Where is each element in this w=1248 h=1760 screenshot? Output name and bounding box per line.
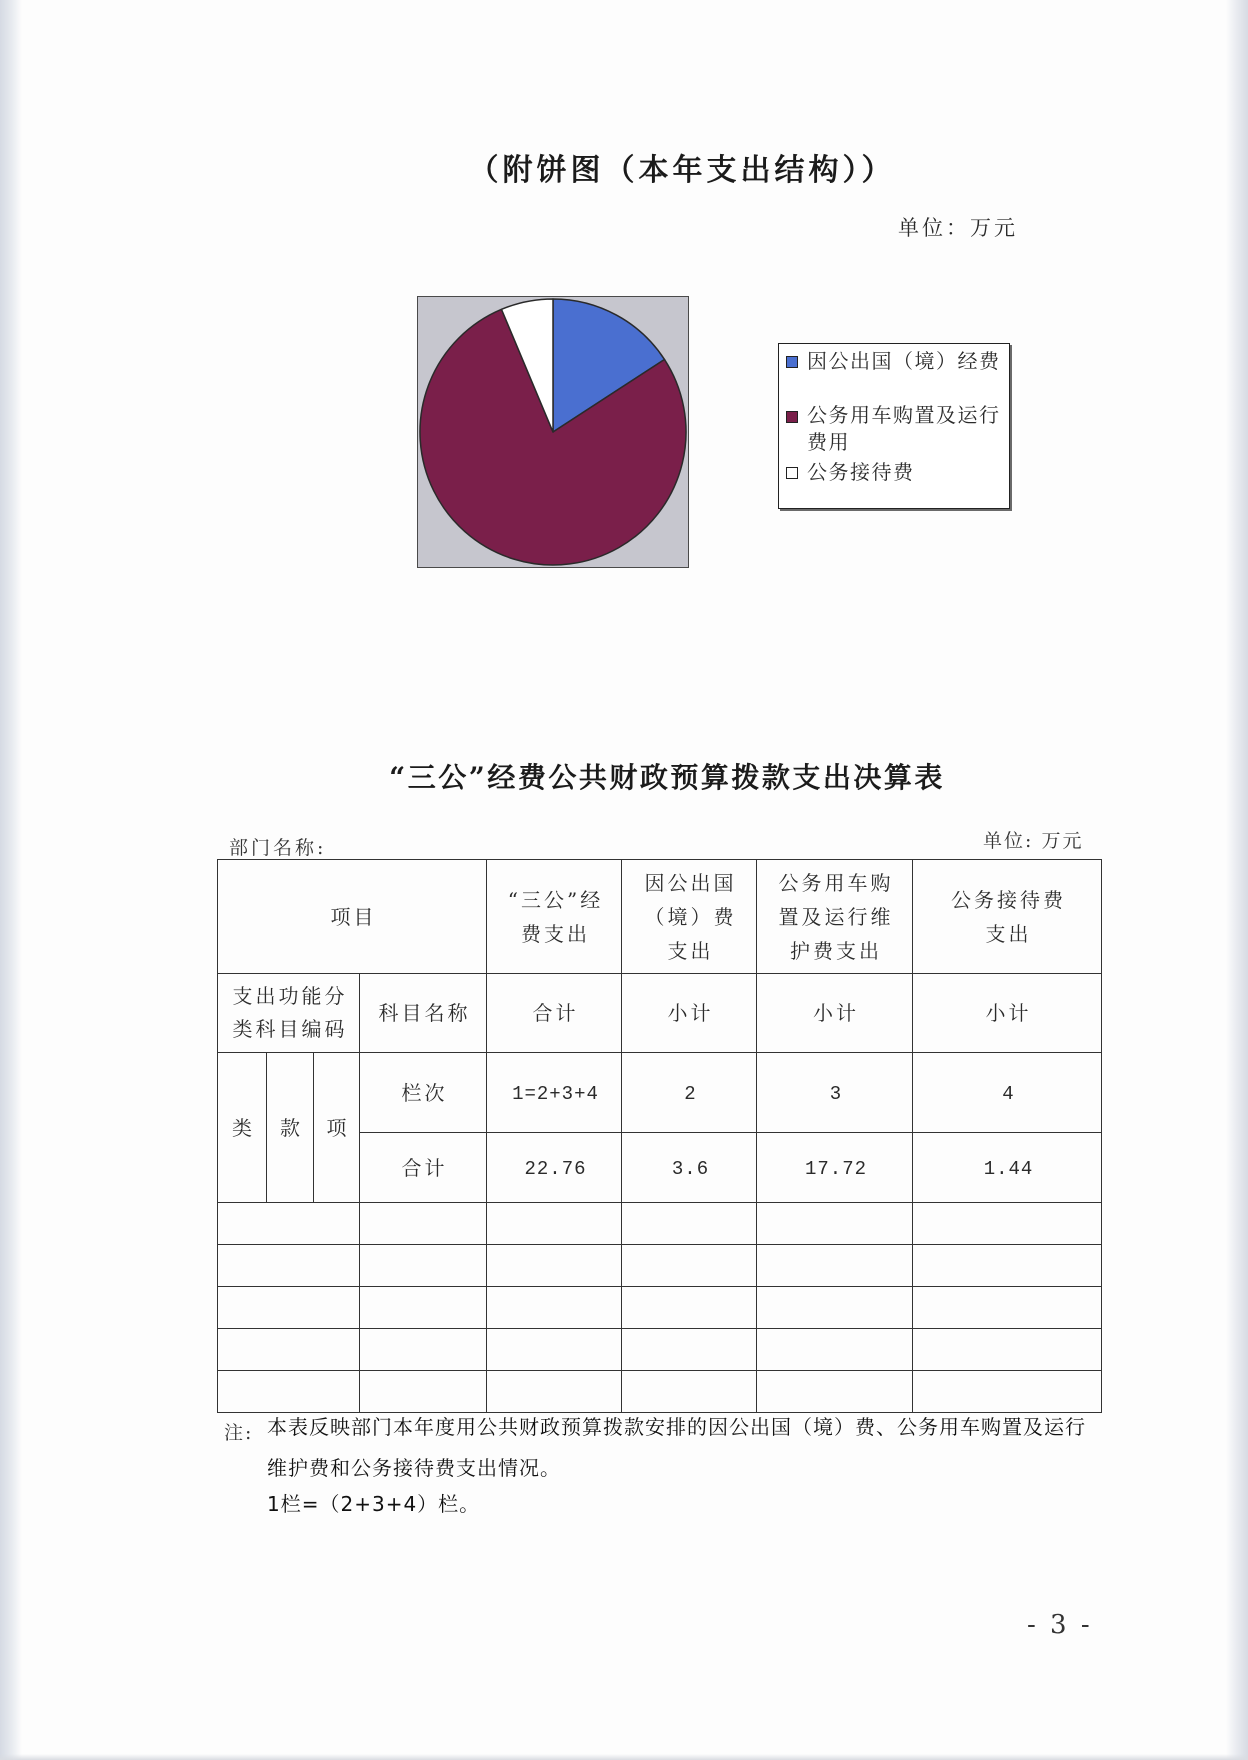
table-cell-row-label: [360, 1053, 487, 1133]
table-cell: [757, 1053, 913, 1133]
table-cell-empty: [218, 1287, 360, 1329]
legend-label-official-reception: 公务接待费: [807, 460, 915, 484]
index-row-label: 栏次: [401, 1080, 448, 1105]
subheader-label: 合计: [532, 1001, 579, 1025]
table-row-empty: [218, 1371, 1102, 1413]
table-cell-empty: [757, 1203, 913, 1245]
note-label: 注:: [224, 1422, 254, 1444]
subheader-cell-total: [487, 974, 622, 1053]
table-cell-empty: [487, 1287, 622, 1329]
subheader-label: 小计: [667, 1001, 714, 1025]
legend-swatch-overseas-travel: [786, 356, 798, 368]
header-item-label: 项目: [330, 904, 377, 929]
table-cell-empty: [360, 1329, 487, 1371]
header-line: 公务用车购: [778, 870, 894, 895]
header-line: 费支出: [521, 921, 590, 946]
index-value: 3: [829, 1082, 843, 1105]
table-row-empty: [218, 1203, 1102, 1245]
table-cell-empty: [622, 1287, 757, 1329]
table-row-empty: [218, 1329, 1102, 1371]
table-cell-empty: [622, 1329, 757, 1371]
code-part-label: 款: [280, 1115, 303, 1140]
header-cell-three-public-total: [487, 860, 622, 974]
budget-table: [217, 859, 1102, 1413]
table-cell: [487, 1133, 622, 1203]
header-cell-item: [218, 860, 487, 974]
subheader-cell-name: [360, 974, 487, 1053]
table-cell-empty: [913, 1287, 1102, 1329]
table-cell: [913, 1053, 1102, 1133]
total-value-official-vehicle: 17.72: [804, 1157, 867, 1180]
table-cell-empty: [218, 1329, 360, 1371]
scan-edge-left: [0, 0, 22, 1760]
header-line: 支出: [667, 938, 714, 963]
code-part-label: 类: [232, 1115, 255, 1140]
table-cell-empty: [218, 1245, 360, 1287]
header-cell-overseas-travel: [622, 860, 757, 974]
table-cell: [757, 1133, 913, 1203]
table-cell-empty: [757, 1329, 913, 1371]
index-value: 1=2+3+4: [512, 1082, 599, 1105]
legend-label-official-vehicle: 公务用车购置及运行费用: [807, 403, 1001, 454]
index-value: 4: [1002, 1082, 1015, 1105]
page-number: - 3 -: [1027, 1610, 1093, 1640]
scan-edge-right: [1226, 0, 1248, 1760]
chart-title: （附饼图（本年支出结构））: [468, 153, 896, 188]
total-value-official-reception: 1.44: [983, 1157, 1034, 1180]
subheader-label: 小计: [985, 1001, 1032, 1025]
note-line: 1栏=（2+3+4）栏。: [267, 1492, 481, 1516]
header-line: “三公”经: [507, 887, 604, 912]
header-line: 公务接待费: [951, 887, 1066, 912]
table-cell-empty: [218, 1371, 360, 1413]
table-subheader-row: [218, 974, 1102, 1053]
header-cell-official-reception: [913, 860, 1102, 974]
subheader-label: 小计: [813, 1001, 859, 1025]
pie-chart: [418, 297, 688, 567]
table-cell: [622, 1133, 757, 1203]
table-cell-empty: [487, 1245, 622, 1287]
table-cell-empty: [913, 1245, 1102, 1287]
subheader-cell-code: [218, 974, 360, 1053]
table-cell-empty: [622, 1371, 757, 1413]
note-line: 本表反映部门本年度用公共财政预算拨款安排的因公出国（境）费、公务用车购置及运行: [267, 1415, 1086, 1439]
table-cell-empty: [757, 1287, 913, 1329]
code-part-label: 项: [326, 1115, 350, 1140]
table-cell-empty: [757, 1245, 913, 1287]
header-line: 支出: [985, 921, 1032, 946]
department-name-label: 部门名称:: [229, 837, 327, 859]
table-cell-empty: [360, 1287, 487, 1329]
table-cell-empty: [757, 1371, 913, 1413]
chart-legend: [778, 343, 1010, 509]
total-value-three-public: 22.76: [524, 1157, 587, 1180]
table-cell-empty: [913, 1371, 1102, 1413]
subheader-cell-subtotal: [622, 974, 757, 1053]
subheader-cell-subtotal: [757, 974, 913, 1053]
code-part-section: [267, 1053, 314, 1203]
table-cell-empty: [360, 1371, 487, 1413]
scan-edge-bottom: [0, 1754, 1248, 1760]
table-cell-empty: [622, 1245, 757, 1287]
table-cell-empty: [622, 1203, 757, 1245]
header-line: 护费支出: [790, 938, 882, 963]
subheader-cell-subtotal: [913, 974, 1102, 1053]
pie-plot-area: [417, 296, 689, 568]
subheader-line: 支出功能分: [232, 984, 348, 1008]
table-title: “三公”经费公共财政预算拨款支出决算表: [389, 761, 945, 794]
header-line: 因公出国: [644, 870, 737, 895]
legend-label-overseas-travel: 因公出国（境）经费: [807, 349, 1001, 373]
total-row-label: 合计: [401, 1155, 448, 1180]
table-cell: [913, 1133, 1102, 1203]
table-cell-empty: [360, 1203, 487, 1245]
subheader-name-label: 科目名称: [378, 1001, 471, 1025]
header-line: 置及运行维: [778, 904, 894, 929]
table-cell-empty: [487, 1203, 622, 1245]
table-cell-empty: [218, 1203, 360, 1245]
total-value-overseas-travel: 3.6: [671, 1157, 710, 1180]
header-cell-official-vehicle: [757, 860, 913, 974]
legend-swatch-official-reception: [786, 467, 798, 479]
table-row-index: [218, 1053, 1102, 1133]
table-cell-empty: [913, 1203, 1102, 1245]
code-part-item: [314, 1053, 360, 1203]
table-cell: [487, 1053, 622, 1133]
table-row-empty: [218, 1245, 1102, 1287]
table-cell-empty: [487, 1329, 622, 1371]
note-line: 维护费和公务接待费支出情况。: [267, 1456, 561, 1480]
header-line: （境）费: [644, 904, 737, 929]
legend-swatch-official-vehicle: [786, 411, 798, 423]
table-cell: [622, 1053, 757, 1133]
table-row-empty: [218, 1287, 1102, 1329]
table-header-row: [218, 860, 1102, 974]
subheader-line: 类科目编码: [232, 1017, 348, 1041]
table-unit-label: 单位: 万元: [983, 830, 1084, 852]
table-cell-row-label: [360, 1133, 487, 1203]
index-value: 2: [684, 1082, 697, 1105]
code-part-category: [218, 1053, 267, 1203]
table-cell-empty: [360, 1245, 487, 1287]
chart-unit-label: 单位：万元: [898, 216, 1018, 240]
table-cell-empty: [487, 1371, 622, 1413]
table-cell-empty: [913, 1329, 1102, 1371]
